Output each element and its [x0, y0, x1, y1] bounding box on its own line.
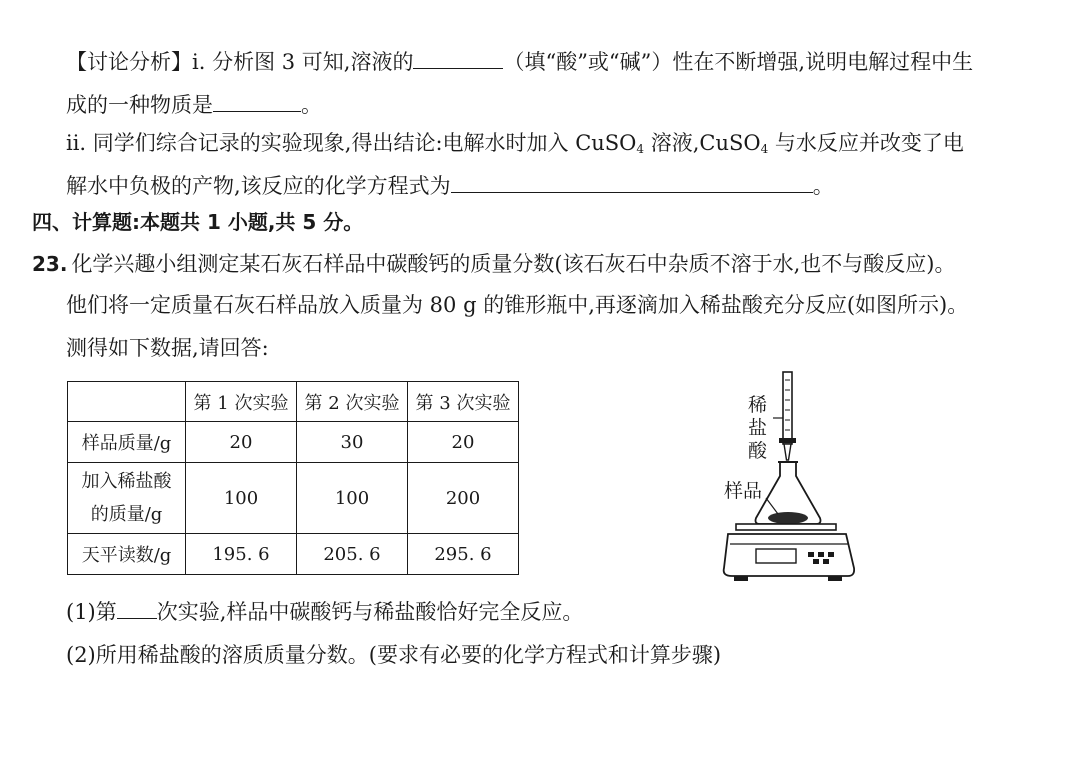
table-header-exp-3: 第 3 次实验: [408, 382, 519, 422]
q23-sub-1-suffix: 次实验,样品中碳酸钙与稀盐酸恰好完全反应。: [156, 600, 584, 624]
table-cell: 30: [297, 422, 408, 463]
table-row: [68, 422, 519, 463]
answer-blank-experiment-number[interactable]: [117, 598, 157, 619]
subscript-4: 4: [760, 142, 769, 156]
sample-label: 样品: [724, 480, 763, 502]
answer-blank-acid-base[interactable]: [413, 48, 503, 69]
table-cell: 295. 6: [408, 534, 519, 575]
experiment-data-table: [67, 381, 519, 575]
row-label-line-1: 加入稀盐酸: [81, 471, 172, 492]
q23-stem-text-1: 化学兴趣小组测定某石灰石样品中碳酸钙的质量分数(该石灰石中杂质不溶于水,也不与酸反应)。: [71, 252, 956, 276]
table-header-exp-1: 第 1 次实验: [186, 382, 297, 422]
discussion-line-2-suffix: 。: [301, 93, 322, 117]
table-cell: 20: [186, 422, 297, 463]
table-header-exp-2: 第 2 次实验: [297, 382, 408, 422]
table-cell: 100: [297, 463, 408, 534]
discussion-line-1-prefix: 【讨论分析】ⅰ. 分析图 3 可知,溶液的: [66, 50, 414, 74]
discussion-line-1: [66, 47, 973, 77]
q23-sub-1: [66, 597, 583, 627]
q23-stem-line-1: [32, 249, 956, 279]
answer-blank-substance[interactable]: [213, 91, 301, 112]
balance-flask-burette-illustration: [710, 368, 860, 590]
acid-label-char-2: 盐: [748, 417, 768, 439]
acid-label-char-1: 稀: [748, 394, 768, 416]
table-header-empty: [68, 382, 186, 422]
question-number: 23.: [32, 252, 68, 276]
subscript-4: 4: [636, 142, 645, 156]
table-cell: 205. 6: [297, 534, 408, 575]
acid-label-char-3: 酸: [748, 440, 768, 462]
discussion-line-3-prefix: ⅱ. 同学们综合记录的实验现象,得出结论:电解水时加入 CuSO: [66, 131, 637, 155]
discussion-line-4: [66, 171, 834, 201]
row-label-sample-mass: 样品质量/g: [68, 422, 186, 463]
discussion-line-3: [66, 128, 964, 164]
table-cell: 100: [186, 463, 297, 534]
table-header-row: [68, 382, 519, 422]
q23-sub-1-prefix: (1)第: [66, 600, 117, 624]
table-cell: 200: [408, 463, 519, 534]
discussion-line-1-suffix: （填“酸”或“碱”）性在不断增强,说明电解过程中生: [503, 50, 974, 74]
discussion-line-3-mid: 溶液,CuSO: [644, 131, 761, 155]
table-cell: 20: [408, 422, 519, 463]
q23-sub-2: (2)所用稀盐酸的溶质质量分数。(要求有必要的化学方程式和计算步骤): [66, 643, 722, 667]
discussion-line-4-suffix: 。: [812, 174, 834, 198]
row-label-balance-reading: 天平读数/g: [68, 534, 186, 575]
q23-stem-line-2: 他们将一定质量石灰石样品放入质量为 80 g 的锥形瓶中,再逐滴加入稀盐酸充分反应(如图所示)。: [66, 293, 969, 317]
discussion-line-4-prefix: 解水中负极的产物,该反应的化学方程式为: [66, 174, 451, 198]
table-cell: 195. 6: [186, 534, 297, 575]
discussion-line-2: [66, 90, 322, 120]
table-row: [68, 463, 519, 534]
discussion-line-2-prefix: 成的一种物质是: [66, 93, 213, 117]
table-row: [68, 534, 519, 575]
answer-blank-equation[interactable]: [451, 172, 813, 193]
discussion-line-3-suffix: 与水反应并改变了电: [768, 131, 964, 155]
apparatus-figure: [710, 368, 860, 590]
section-heading: 四、计算题:本题共 1 小题,共 5 分。: [32, 210, 364, 234]
row-label-acid-mass: [68, 463, 186, 534]
row-label-line-2: 的质量/g: [90, 504, 163, 525]
q23-stem-line-3: 测得如下数据,请回答:: [66, 336, 269, 360]
